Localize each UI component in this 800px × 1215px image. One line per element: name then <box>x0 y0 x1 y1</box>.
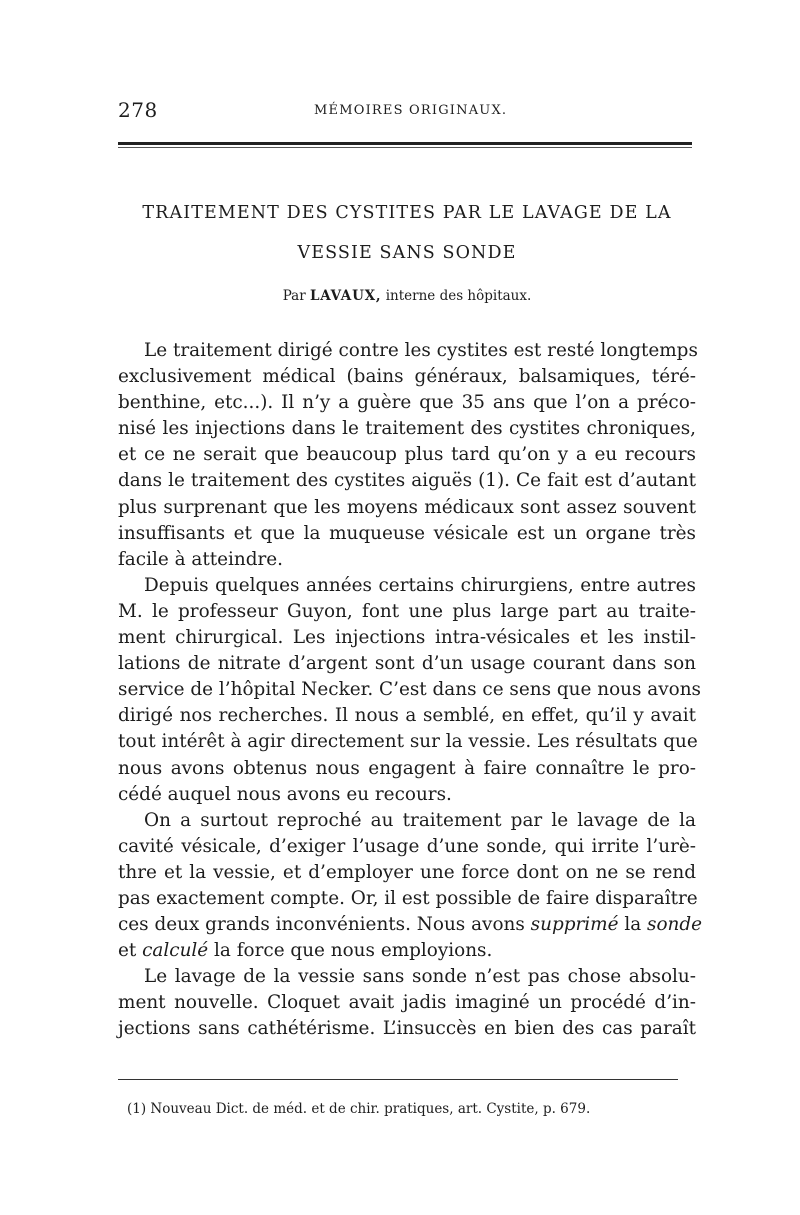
paragraph-2-line: ment chirurgical. Les injections intra-vésicales et les instil- <box>118 627 696 649</box>
paragraph-4-line: Le lavage de la vessie sans sonde n’est pas chose absolu- <box>144 966 696 988</box>
paragraph-3-line <box>118 938 696 964</box>
text-run: et <box>118 940 143 962</box>
paragraph-3-line: pas exactement compte. Or, il est possible de faire disparaître <box>118 887 698 909</box>
text-run: la <box>618 914 648 936</box>
running-head: MÉMOIRES ORIGINAUX. <box>314 103 508 118</box>
byline <box>118 288 696 304</box>
text-run: la force que nous employions. <box>208 940 493 962</box>
paragraph-1-line: benthine, etc...). Il n’y a guère que 35 ans que l’on a préco- <box>118 392 696 414</box>
italic-run: calculé <box>142 940 209 962</box>
article-title-line-2: VESSIE SANS SONDE <box>297 243 517 263</box>
page-number: 278 <box>118 98 158 122</box>
header-rule <box>118 142 692 148</box>
paragraph-2-line: M. le professeur Guyon, font une plus large part au traite- <box>118 600 696 622</box>
paragraph-1-line: exclusivement médical (bains généraux, balsamiques, téré- <box>118 366 696 388</box>
paragraph-2-line: nous avons obtenus nous engagent à faire connaître le pro- <box>118 757 696 779</box>
author-name: LAVAUX, <box>309 288 382 304</box>
footnote-rule <box>118 1079 678 1080</box>
paragraph-4-line: ment nouvelle. Cloquet avait jadis imaginé un procédé d’in- <box>118 992 696 1014</box>
paragraph-2-line: cédé auquel nous avons eu recours. <box>118 783 452 805</box>
paragraph-2-line: lations de nitrate d’argent sont d’un usage courant dans son <box>118 653 696 675</box>
paragraph-3-line <box>118 912 703 938</box>
paragraph-3-line: thre et la vessie, et d’employer une force dont on ne se rend <box>118 861 696 883</box>
footnote: (1) Nouveau Dict. de méd. et de chir. pratiques, art. Cystite, p. 679. <box>127 1101 591 1117</box>
text-run: ces deux grands inconvénients. Nous avons <box>118 914 531 936</box>
paragraph-2-line: tout intérêt à agir directement sur la vessie. Les résultats que <box>118 731 698 753</box>
article-title-line-1: TRAITEMENT DES CYSTITES PAR LE LAVAGE DE LA <box>142 203 672 223</box>
paragraph-3-line: On a surtout reproché au traitement par le lavage de la <box>144 809 696 831</box>
paragraph-1-line: facile à atteindre. <box>118 548 284 570</box>
page-header <box>118 98 696 130</box>
paragraph-2-line: Depuis quelques années certains chirurgiens, entre autres <box>144 574 696 596</box>
paragraph-1-line: et ce ne serait que beaucoup plus tard qu’on y a eu recours <box>118 444 696 466</box>
italic-run: supprimé <box>530 914 619 936</box>
byline-affiliation: interne des hôpitaux. <box>381 288 532 304</box>
italic-run: sonde <box>647 914 703 936</box>
byline-prefix: Par <box>282 288 310 304</box>
paragraph-2-line: dirigé nos recherches. Il nous a semblé, en effet, qu’il y avait <box>118 705 696 727</box>
paragraph-2-line: service de l’hôpital Necker. C’est dans ce sens que nous avons <box>118 679 701 701</box>
paragraph-1-line: dans le traitement des cystites aiguës (1). Ce fait est d’autant <box>118 470 696 492</box>
paragraph-1-line: Le traitement dirigé contre les cystites est resté longtemps <box>144 340 698 361</box>
paragraph-4-line: jections sans cathétérisme. L’insuccès en bien des cas paraît <box>118 1018 696 1040</box>
paragraph-1-line: insuffisants et que la muqueuse vésicale est un organe très <box>118 522 696 544</box>
paragraph-1-line: nisé les injections dans le traitement des cystites chroniques, <box>118 418 696 440</box>
paragraph-3-line: cavité vésicale, d’exiger l’usage d’une sonde, qui irrite l’urè- <box>118 835 696 857</box>
article-body <box>118 338 703 1043</box>
paragraph-1-line: plus surprenant que les moyens médicaux sont assez souvent <box>118 496 696 518</box>
